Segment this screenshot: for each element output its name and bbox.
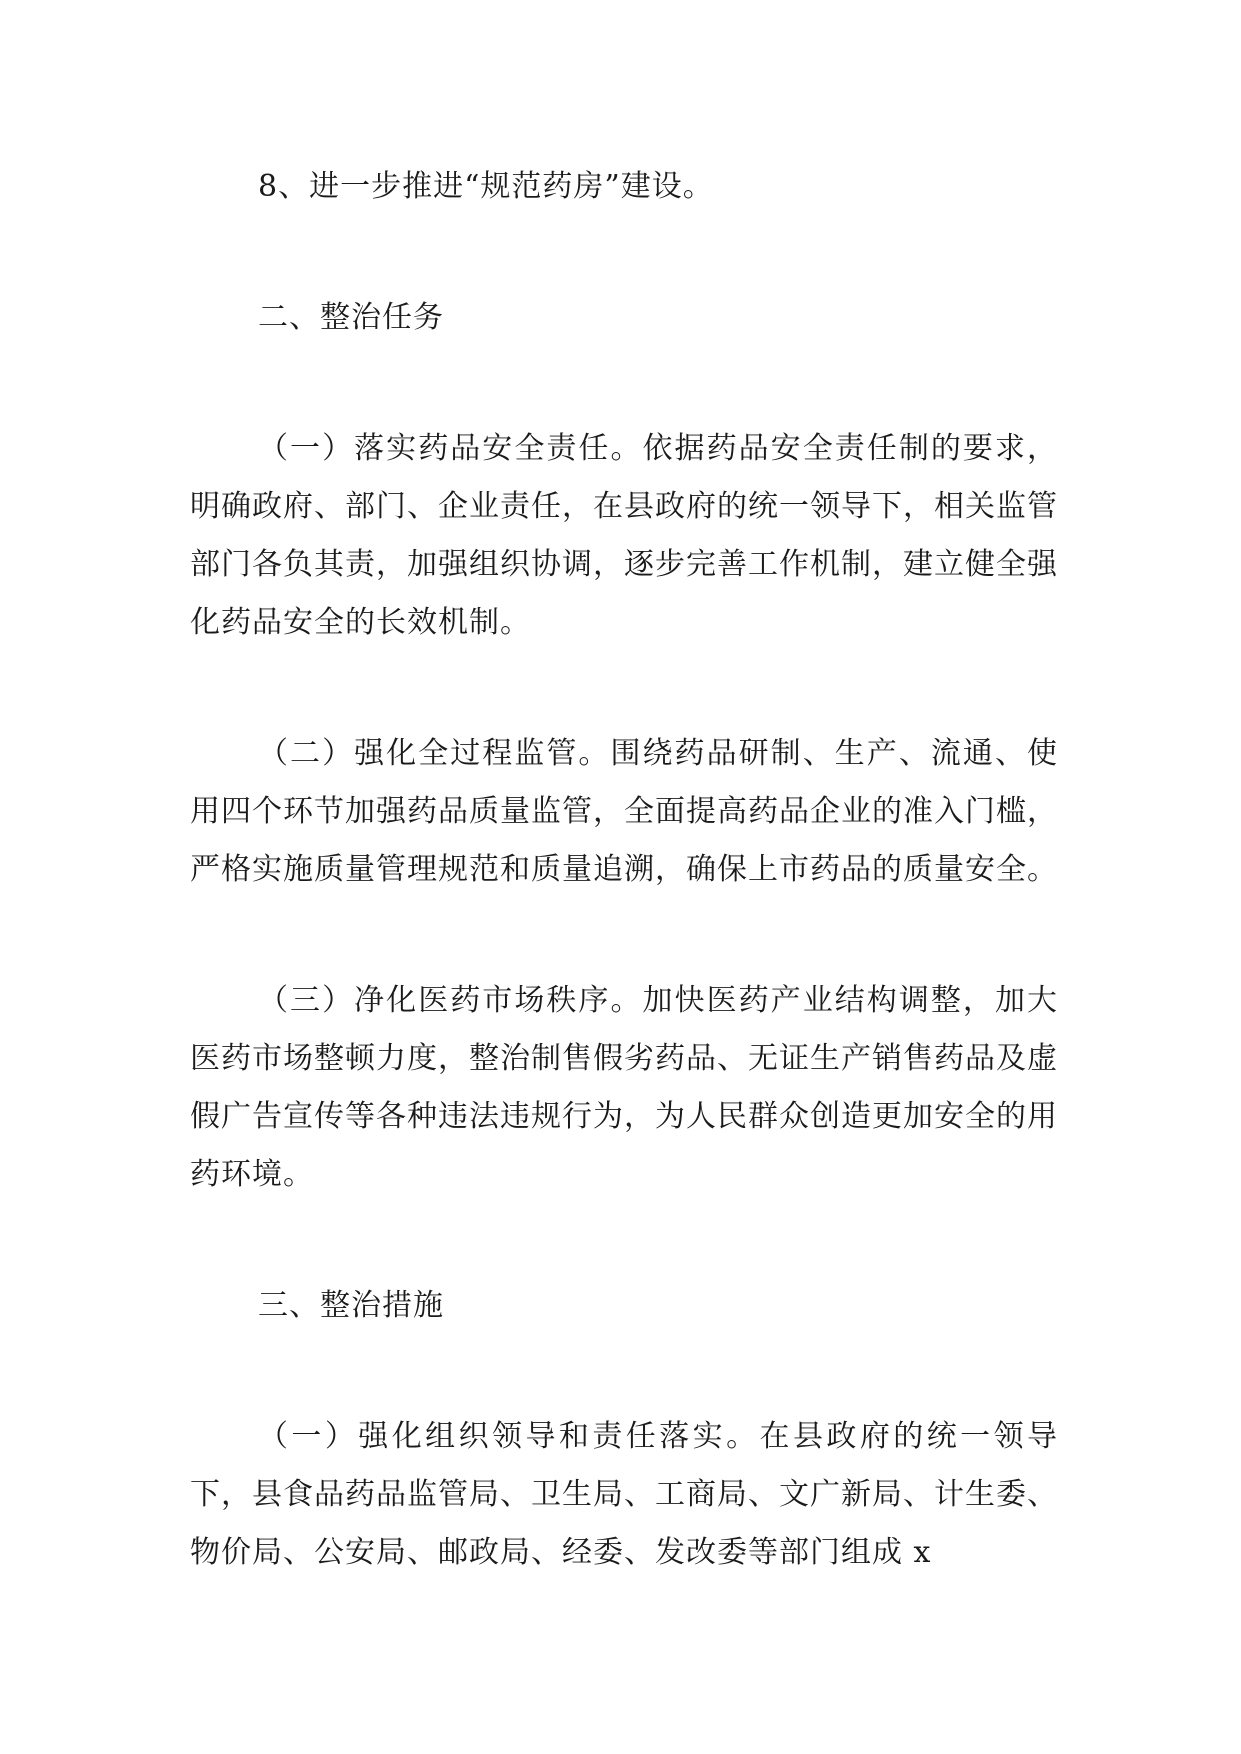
document-body [190,158,1058,1582]
item-8-paragraph: 8、进一步推进“规范药房”建设。 [258,169,714,204]
task-1-paragraph: （一）落实药品安全责任。依据药品安全责任制的要求，明确政府、部门、企业责任，在县政府的统一领导下，相关监管部门各负其责，加强组织协调，逐步完善工作机制，建立健全强化药品安全的长效机制。 [190,431,1058,640]
measure-1-paragraph: （一）强化组织领导和责任落实。在县政府的统一领导下，县食品药品监管局、卫生局、工商局、文广新局、计生委、物价局、公安局、邮政局、经委、发改委等部门组成 x [190,1419,1058,1570]
task-2-paragraph: （二）强化全过程监管。围绕药品研制、生产、流通、使用四个环节加强药品质量监管，全面提高药品企业的准入门槛，严格实施质量管理规范和质量追溯，确保上市药品的质量安全。 [190,736,1058,887]
section-2-heading: 二、整治任务 [258,300,444,335]
section-3-heading: 三、整治措施 [258,1288,444,1323]
task-3-paragraph: （三）净化医药市场秩序。加快医药产业结构调整，加大医药市场整顿力度，整治制售假劣药品、无证生产销售药品及虚假广告宣传等各种违法违规行为，为人民群众创造更加安全的用药环境。 [190,983,1058,1192]
